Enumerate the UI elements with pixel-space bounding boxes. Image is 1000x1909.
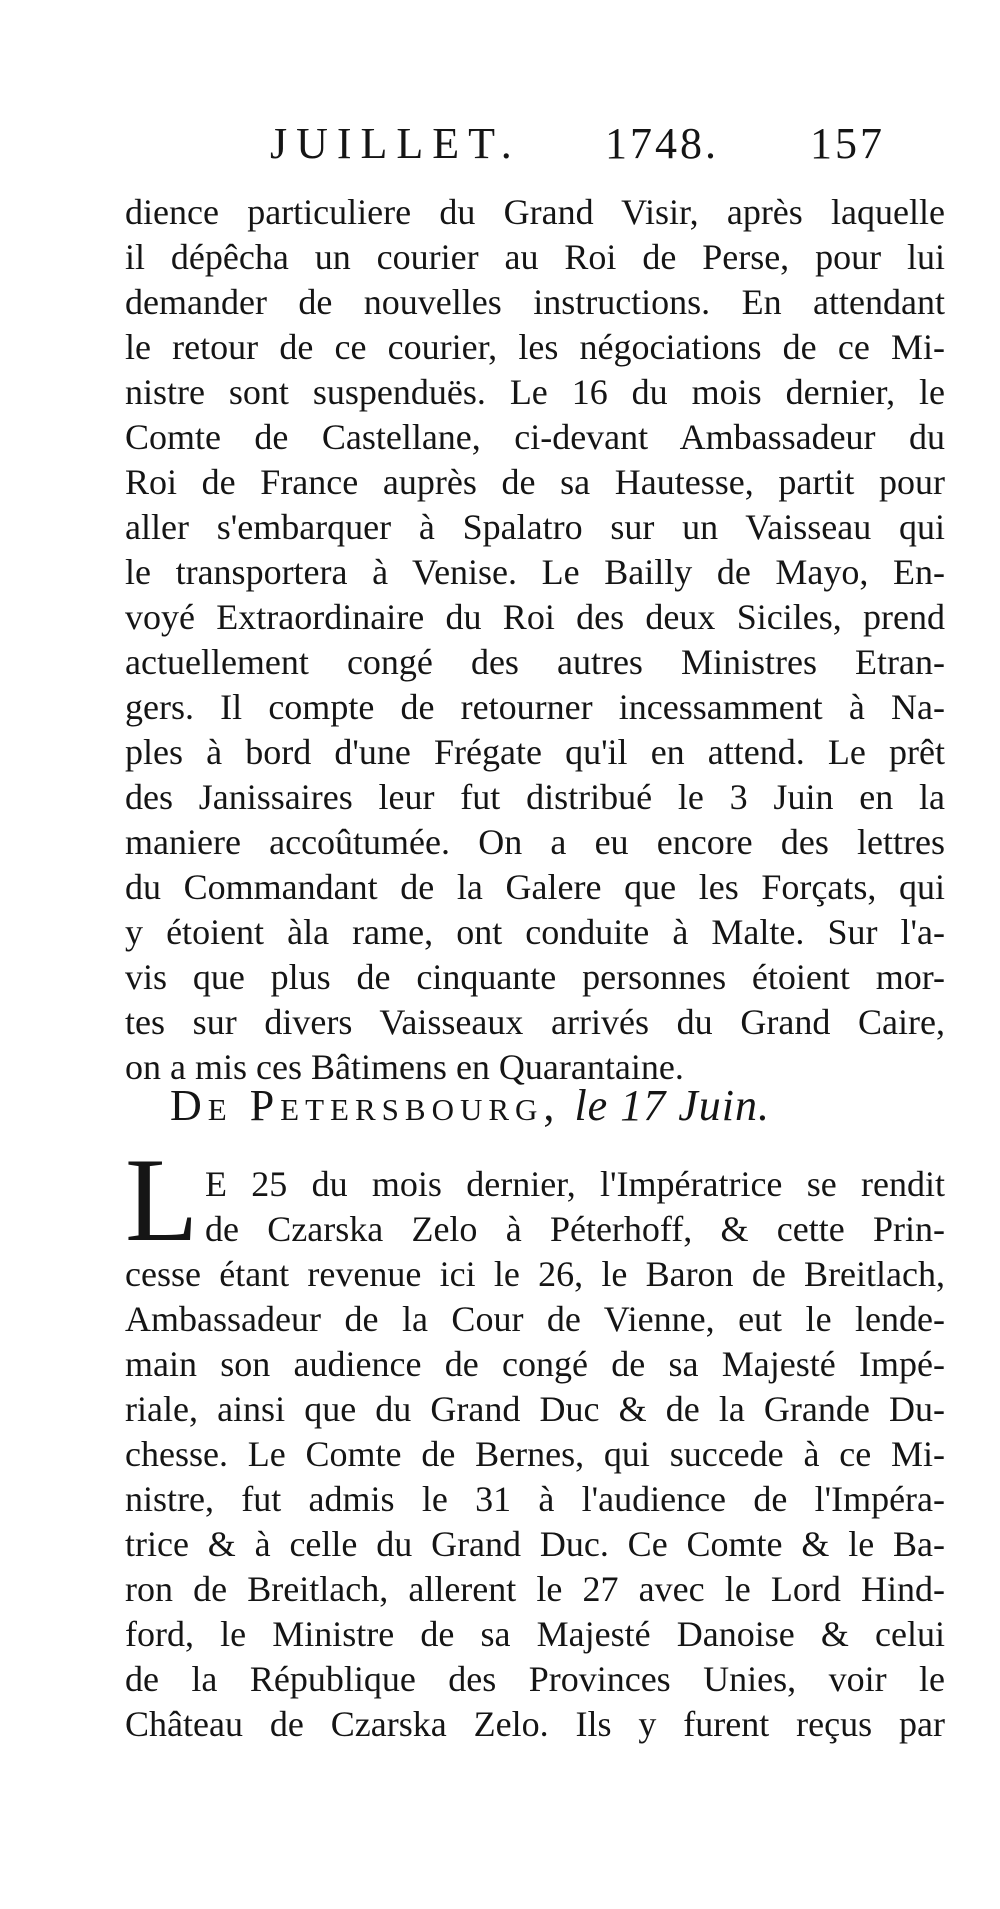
page-number: 157 xyxy=(810,119,885,168)
text-line: des Janissaires leur fut distribué le 3 Juin en la xyxy=(125,777,945,817)
text-line: ples à bord d'une Frégate qu'il en attend. Le prêt xyxy=(125,732,945,772)
text-line: dience particuliere du Grand Visir, après laquelle xyxy=(125,192,945,232)
text-line: Roi de France auprès de sa Hautesse, partit pour xyxy=(125,462,945,502)
text-line: trice & à celle du Grand Duc. Ce Comte & le Ba- xyxy=(125,1524,945,1564)
text-line: Comte de Castellane, ci-devant Ambassadeur du xyxy=(125,417,945,457)
text-line: tes sur divers Vaisseaux arrivés du Grand Caire, xyxy=(125,1002,945,1042)
text-line: Ambassadeur de la Cour de Vienne, eut le lende- xyxy=(125,1299,945,1339)
running-head xyxy=(270,118,910,178)
text-line: du Commandant de la Galere que les Forçats, qui xyxy=(125,867,945,907)
running-head-title: JUILLET. xyxy=(270,119,521,168)
text-line: vis que plus de cinquante personnes étoient mor- xyxy=(125,957,945,997)
text-line: le transportera à Venise. Le Bailly de Mayo, En- xyxy=(125,552,945,592)
dateline-place: De Petersbourg, xyxy=(170,1081,561,1130)
text-line: gers. Il compte de retourner incessamment à Na- xyxy=(125,687,945,727)
text-line: on a mis ces Bâtimens en Quarantaine. xyxy=(125,1047,684,1087)
text-line: nistre sont suspenduës. Le 16 du mois dernier, le xyxy=(125,372,945,412)
text-line: Château de Czarska Zelo. Ils y furent reçus par xyxy=(125,1704,945,1744)
text-line: demander de nouvelles instructions. En attendant xyxy=(125,282,945,322)
text-line: ford, le Ministre de sa Majesté Danoise & celui xyxy=(125,1614,945,1654)
text-line: le retour de ce courier, les négociations de ce Mi- xyxy=(125,327,945,367)
text-line: E 25 du mois dernier, l'Impératrice se rendit xyxy=(205,1164,945,1204)
paragraph-1 xyxy=(125,190,945,1090)
text-line: aller s'embarquer à Spalatro sur un Vaisseau qui xyxy=(125,507,945,547)
text-line: cesse étant revenue ici le 26, le Baron de Breitlach, xyxy=(125,1254,945,1294)
text-line: riale, ainsi que du Grand Duc & de la Grande Du- xyxy=(125,1389,945,1429)
text-line: maniere accoûtumée. On a eu encore des lettres xyxy=(125,822,945,862)
paragraph-2 xyxy=(125,1162,945,1747)
text-line: chesse. Le Comte de Bernes, qui succede à ce Mi- xyxy=(125,1434,945,1474)
text-line: voyé Extraordinaire du Roi des deux Siciles, prend xyxy=(125,597,945,637)
text-line: main son audience de congé de sa Majesté Impé- xyxy=(125,1344,945,1384)
text-line: nistre, fut admis le 31 à l'audience de l'Impéra- xyxy=(125,1479,945,1519)
text-line: il dépêcha un courier au Roi de Perse, pour lui xyxy=(125,237,945,277)
text-line: de Czarska Zelo à Péterhoff, & cette Prin- xyxy=(205,1209,945,1249)
text-line: y étoient àla rame, ont conduite à Malte. Sur l'a- xyxy=(125,912,945,952)
text-line: ron de Breitlach, allerent le 27 avec le Lord Hind- xyxy=(125,1569,945,1609)
dateline-date: le 17 Juin. xyxy=(574,1081,770,1130)
drop-cap: L xyxy=(125,1133,199,1266)
dateline-heading xyxy=(170,1080,910,1140)
running-head-year: 1748. xyxy=(605,119,719,168)
text-line: actuellement congé des autres Ministres Etran- xyxy=(125,642,945,682)
text-line: de la République des Provinces Unies, voir le xyxy=(125,1659,945,1699)
